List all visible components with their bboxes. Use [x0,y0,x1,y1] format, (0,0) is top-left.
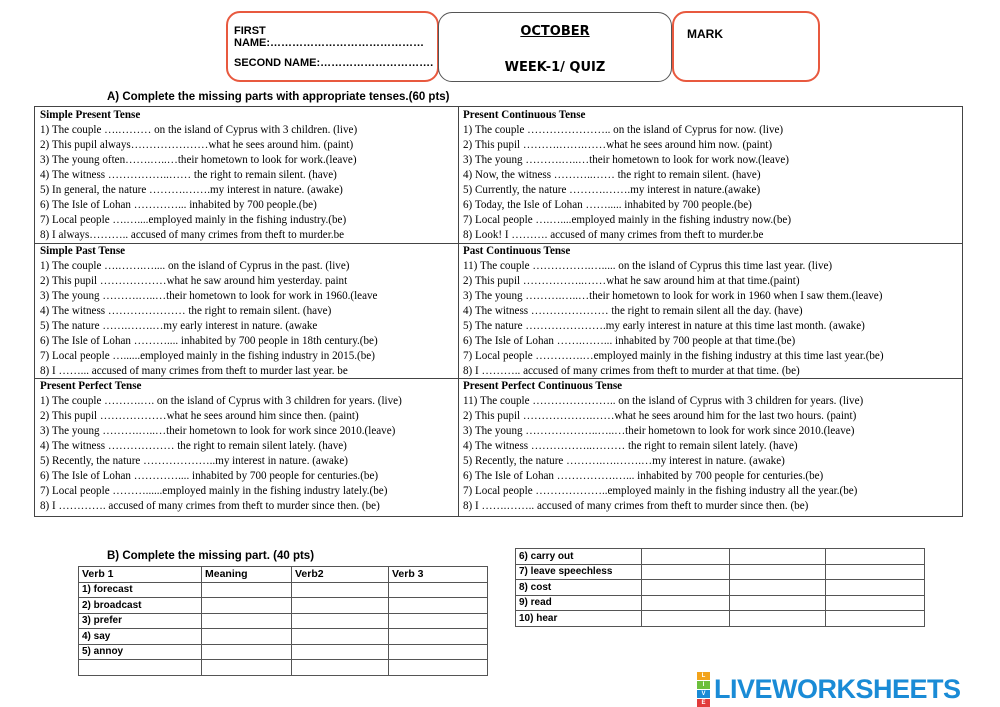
verb-cell: 5) annoy [79,644,202,660]
table-row [516,595,925,611]
exercise-line[interactable]: 6) Today, the Isle of Lohan ……..... inhabited by 700 people.(be) [463,199,752,211]
exercise-line[interactable]: 8) I …….…….. accused of many crimes from theft to murder since then. (be) [463,500,809,512]
exercise-line[interactable]: 6) The Isle of Lohan …….……... inhabited by 700 people at that time.(be) [463,335,796,347]
table-row [79,582,488,598]
answer-cell[interactable] [202,644,292,660]
tense-title: Past Continuous Tense [463,245,571,257]
answer-cell[interactable] [389,582,488,598]
verb-cell: 8) cost [516,580,642,596]
answer-cell[interactable] [730,549,826,565]
answer-cell[interactable] [292,582,389,598]
exercise-line[interactable]: 1) The couple ….…….….... on the island of Cyprus in the past. (live) [40,260,350,272]
name-box [226,11,439,82]
exercise-line[interactable]: 3) The young ……….…..…their hometown to look for work in 1960 when I saw them.(leave) [463,290,883,302]
answer-cell[interactable] [202,660,292,676]
title-box [438,12,672,82]
answer-cell[interactable] [389,629,488,645]
verb-cell: 3) prefer [79,613,202,629]
logo-square: I [697,681,710,689]
exercise-line[interactable]: 5) The nature ………………….my early interest in nature at this time last month. (awake) [463,320,865,332]
logo-text: LIVEWORKSHEETS [714,674,961,704]
verb-cell: 6) carry out [516,549,642,565]
exercise-line[interactable]: 5) Recently, the nature ………………..my interest in nature. (awake) [40,455,348,467]
tense-title: Simple Past Tense [40,245,126,257]
answer-cell[interactable] [730,564,826,580]
exercise-line[interactable]: 5) The nature …….…….…my early interest in nature. (awake [40,320,318,332]
exercise-line[interactable]: 8) Look! I ………. accused of many crimes from theft to murder.be [463,229,764,241]
tense-cell-simple-present [40,108,455,243]
table-row [516,611,925,627]
answer-cell[interactable] [202,598,292,614]
column-header: Verb2 [292,567,389,583]
exercise-line[interactable]: 7) Local people ………….…employed mainly in the fishing industry at this time last year.(be) [463,350,884,362]
quiz-title: WEEK-1/ QUIZ [504,60,606,75]
exercise-line[interactable]: 2) This pupil ……………….……what he sees around him for the last two hours. (paint) [463,410,857,422]
answer-cell[interactable] [642,595,730,611]
exercise-line[interactable]: 7) Local people ………………..employed mainly in the fishing industry all the year.(be) [463,485,858,497]
verb-table-header [79,567,488,583]
exercise-line[interactable]: 4) The witness ……………..…… the right to remain silent. (have) [40,169,337,181]
tense-cell-present-continuous [463,108,960,243]
verb-table-left [78,566,488,676]
month-title: OCTOBER [520,24,590,39]
table-row [79,598,488,614]
second-name-field[interactable]: SECOND NAME:…………………………. [234,57,434,69]
exercise-line[interactable]: 11) The couple ………………….. on the island of Cyprus with 3 children for years. (live) [463,395,864,407]
section-b-heading: B) Complete the missing part. (40 pts) [107,550,315,562]
verb-cell: 10) hear [516,611,642,627]
verb-cell: 9) read [516,595,642,611]
answer-cell[interactable] [389,598,488,614]
exercise-line[interactable]: 2) This pupil ………………what he sees around him since then. (paint) [40,410,359,422]
exercise-line[interactable]: 1) The couple ………………….. on the island of Cyprus for now. (live) [463,124,784,136]
answer-cell[interactable] [730,595,826,611]
exercise-line[interactable]: 7) Local people ….…....employed mainly in the fishing industry now.(be) [463,214,792,226]
exercise-line[interactable]: 8) I always……….. accused of many crimes from theft to murder.be [40,229,345,241]
exercise-line[interactable]: 6) The Isle of Lohan ……….... inhabited by 700 people in 18th century.(be) [40,335,378,347]
answer-cell[interactable] [642,611,730,627]
exercise-line[interactable]: 2) This pupil ……………..……what he saw around him at that time.(paint) [463,275,800,287]
table-row [516,580,925,596]
table-row [79,660,488,676]
answer-cell[interactable] [826,595,925,611]
exercise-line[interactable]: 6) The Isle of Lohan ………….... inhabited by 700 people for centuries.(be) [40,470,379,482]
table-row [516,549,925,565]
exercise-line[interactable]: 4) The witness ………………… the right to remain silent all the day. (have) [463,305,803,317]
tense-cell-past-continuous [463,244,960,379]
exercise-line[interactable]: 5) Recently, the nature ……….….…….…my interest in nature. (awake) [463,455,785,467]
table-row [79,644,488,660]
answer-cell[interactable] [292,629,389,645]
column-header: Verb 1 [79,567,202,583]
answer-cell[interactable] [642,564,730,580]
exercise-line[interactable]: 6) The Isle of Lohan …………….…... inhabited by 700 people for centuries.(be) [463,470,824,482]
answer-cell[interactable] [389,613,488,629]
grid-divider [458,107,459,516]
table-row [79,613,488,629]
answer-cell[interactable] [642,580,730,596]
first-name-field[interactable]: FIRST NAME:…………………………………… [234,25,425,49]
exercise-line[interactable]: 7) Local people …......employed mainly in the fishing industry in 2015.(be) [40,350,375,362]
exercise-line[interactable]: 4) The witness ……………… the right to remain silent lately. (have) [40,440,347,452]
verb-cell: 1) forecast [79,582,202,598]
section-a-heading: A) Complete the missing parts with appropriate tenses.(60 pts) [107,91,450,103]
answer-cell[interactable] [202,629,292,645]
answer-cell[interactable] [292,613,389,629]
liveworksheets-logo[interactable] [697,672,961,707]
exercise-line[interactable]: 3) The young often…….…..…their hometown to look for work.(leave) [40,154,357,166]
verb-cell: 7) leave speechless [516,564,642,580]
answer-cell[interactable] [292,644,389,660]
mark-label: MARK [687,27,723,41]
exercise-line[interactable]: 3) The young ……….…..…their hometown to look for work since 2010.(leave) [40,425,396,437]
exercise-line[interactable]: 5) Currently, the nature ……….…….my interest in nature.(awake) [463,184,761,196]
tense-title: Simple Present Tense [40,109,141,121]
exercise-line[interactable]: 7) Local people ………......employed mainly in the fishing industry lately.(be) [40,485,388,497]
tense-title: Present Perfect Continuous Tense [463,380,623,392]
tense-cell-present-perfect-continuous [463,379,960,514]
exercise-line[interactable]: 8) I …………. accused of many crimes from theft to murder since then. (be) [40,500,380,512]
answer-cell[interactable] [730,611,826,627]
logo-square: E [697,699,710,707]
mark-box[interactable] [672,11,820,82]
answer-cell[interactable] [202,582,292,598]
tense-title: Present Perfect Tense [40,380,142,392]
verb-cell: 4) say [79,629,202,645]
exercise-line[interactable]: 3) The young ………………..…..…their hometown to look for work since 2010.(leave) [463,425,855,437]
answer-cell[interactable] [826,580,925,596]
exercise-line[interactable]: 4) The witness ………………… the right to remain silent. (have) [40,305,332,317]
answer-cell[interactable] [202,613,292,629]
tense-grid [34,106,963,517]
exercise-line[interactable]: 1) The couple ….……… on the island of Cyprus with 3 children. (live) [40,124,358,136]
exercise-line[interactable]: 3) The young ……….…..…their hometown to look for work in 1960.(leave [40,290,378,302]
answer-cell[interactable] [826,611,925,627]
exercise-line[interactable]: 6) The Isle of Lohan …………... inhabited by 700 people.(be) [40,199,317,211]
column-header: Verb 3 [389,567,488,583]
answer-cell[interactable] [292,660,389,676]
verb-cell [79,660,202,676]
answer-cell[interactable] [730,580,826,596]
exercise-line[interactable]: 2) This pupil ………………what he saw around him yesterday. paint [40,275,348,287]
verb-cell: 2) broadcast [79,598,202,614]
exercise-line[interactable]: 2) This pupil ……….…….……what he sees around him now. (paint) [463,139,773,151]
tense-cell-simple-past [40,244,455,379]
table-row [516,564,925,580]
tense-title: Present Continuous Tense [463,109,586,121]
exercise-line[interactable]: 3) The young ……….…..…their hometown to look for work now.(leave) [463,154,789,166]
exercise-line[interactable]: 2) This pupil always…………………what he sees around him. (paint) [40,139,354,151]
exercise-line[interactable]: 7) Local people ….…....employed mainly in the fishing industry.(be) [40,214,347,226]
answer-cell[interactable] [389,660,488,676]
exercise-line[interactable]: 11) The couple …………….…..... on the island of Cyprus this time last year. (live) [463,260,833,272]
tense-cell-present-perfect [40,379,455,514]
table-row [79,629,488,645]
answer-cell[interactable] [389,644,488,660]
answer-cell[interactable] [642,549,730,565]
exercise-line[interactable]: 8) I ……….. accused of many crimes from theft to murder at that time. (be) [463,365,800,377]
verb-table-right [515,548,925,627]
logo-square: V [697,690,710,698]
exercise-line[interactable]: 8) I ……... accused of many crimes from theft to murder last year. be [40,365,348,377]
exercise-line[interactable]: 1) The couple ……….…. on the island of Cyprus with 3 children for years. (live) [40,395,402,407]
logo-square: L [697,672,710,680]
exercise-line[interactable]: 5) In general, the nature ……….…….my interest in nature. (awake) [40,184,343,196]
answer-cell[interactable] [826,564,925,580]
logo-icon [697,672,710,707]
column-header: Meaning [202,567,292,583]
exercise-line[interactable]: 4) The witness ……………..……… the right to remain silent lately. (have) [463,440,798,452]
exercise-line[interactable]: 4) Now, the witness ………..…… the right to remain silent. (have) [463,169,761,181]
answer-cell[interactable] [826,549,925,565]
answer-cell[interactable] [292,598,389,614]
